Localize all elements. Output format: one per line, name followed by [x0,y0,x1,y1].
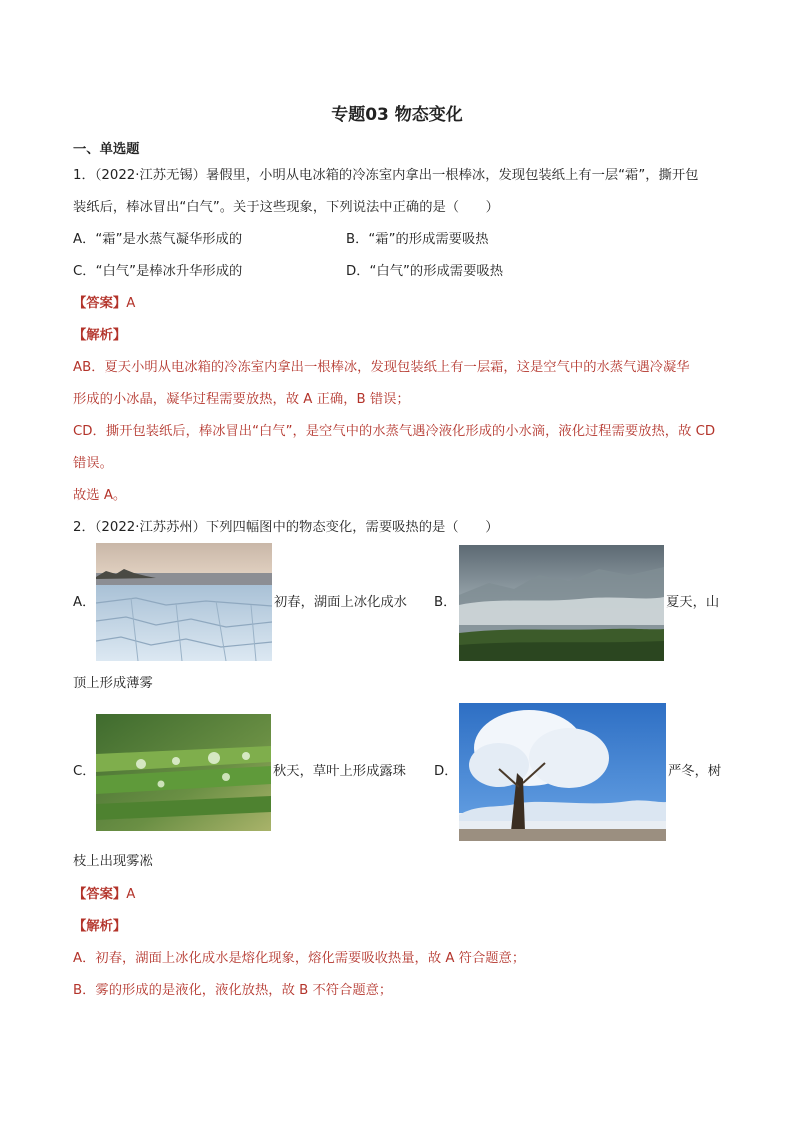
q2-option-c-label: C． [73,764,96,779]
q1-explanation-cd-line-2: 错误。 [73,456,113,471]
mountain-fog-image [459,545,664,661]
q2-option-a-label: A． [73,595,96,610]
q2-stem: 2．（2022·江苏苏州）下列四幅图中的物态变化，需要吸热的是（ ） [73,520,499,535]
q1-option-d: D．“白气”的形成需要吸热 [346,264,503,279]
q2-answer [73,885,135,905]
answer-label: 【答案】 [73,887,127,902]
q2-option-d-label: D． [434,764,458,779]
section-heading: 一、单选题 [73,142,140,157]
q1-option-a: A．“霜”是水蒸气凝华形成的 [73,232,243,247]
dew-grass-image [96,714,271,831]
q2-explanation-b: B．雾的形成的是液化，液化放热，故 B 不符合题意； [73,983,393,998]
q1-stem-line-1: 1．（2022·江苏无锡）暑假里，小明从电冰箱的冷冻室内拿出一根棒冰，发现包装纸上有一层“霜”，撕开包 [73,168,699,183]
q1-stem-line-2: 装纸后，棒冰冒出“白气”。关于这些现象，下列说法中正确的是（ ） [73,200,499,215]
q1-option-b: B．“霜”的形成需要吸热 [346,232,489,247]
answer-label: 【答案】 [73,296,127,311]
q1-option-c: C．“白气”是棒冰升华形成的 [73,264,243,279]
q1-explanation-cd-line-1: CD．撕开包装纸后，棒冰冒出“白气”，是空气中的水蒸气遇冷液化形成的小水滴，液化过程需要放热，故 CD [73,424,716,439]
q1-answer [73,294,135,314]
q2-option-b-text: 夏天，山 [666,595,720,610]
q2-option-b-label: B． [434,595,457,610]
q2-option-b-continuation: 顶上形成薄雾 [73,676,153,691]
q2-option-a-text: 初春，湖面上冰化成水 [274,595,407,610]
q1-analysis-label: 【解析】 [73,328,127,343]
rime-tree-image [459,703,666,841]
q1-explanation-ab-line-2: 形成的小冰晶，凝华过程需要放热，故 A 正确，B 错误； [73,392,410,407]
q2-option-d-continuation: 枝上出现雾凇 [73,854,153,869]
frozen-lake-image [96,543,272,661]
answer-value: A [126,887,136,902]
page-title: 专题03 物态变化 [331,105,463,125]
q1-conclusion: 故选 A。 [73,488,127,503]
q2-explanation-a: A．初春，湖面上冰化成水是熔化现象，熔化需要吸收热量，故 A 符合题意； [73,951,526,966]
q2-option-c-text: 秋天，草叶上形成露珠 [273,764,406,779]
answer-value: A [126,296,136,311]
q2-analysis-label: 【解析】 [73,919,127,934]
q2-option-d-text: 严冬，树 [668,764,722,779]
q1-explanation-ab-line-1: AB．夏天小明从电冰箱的冷冻室内拿出一根棒冰，发现包装纸上有一层霜，这是空气中的水蒸气遇冷凝华 [73,360,690,375]
